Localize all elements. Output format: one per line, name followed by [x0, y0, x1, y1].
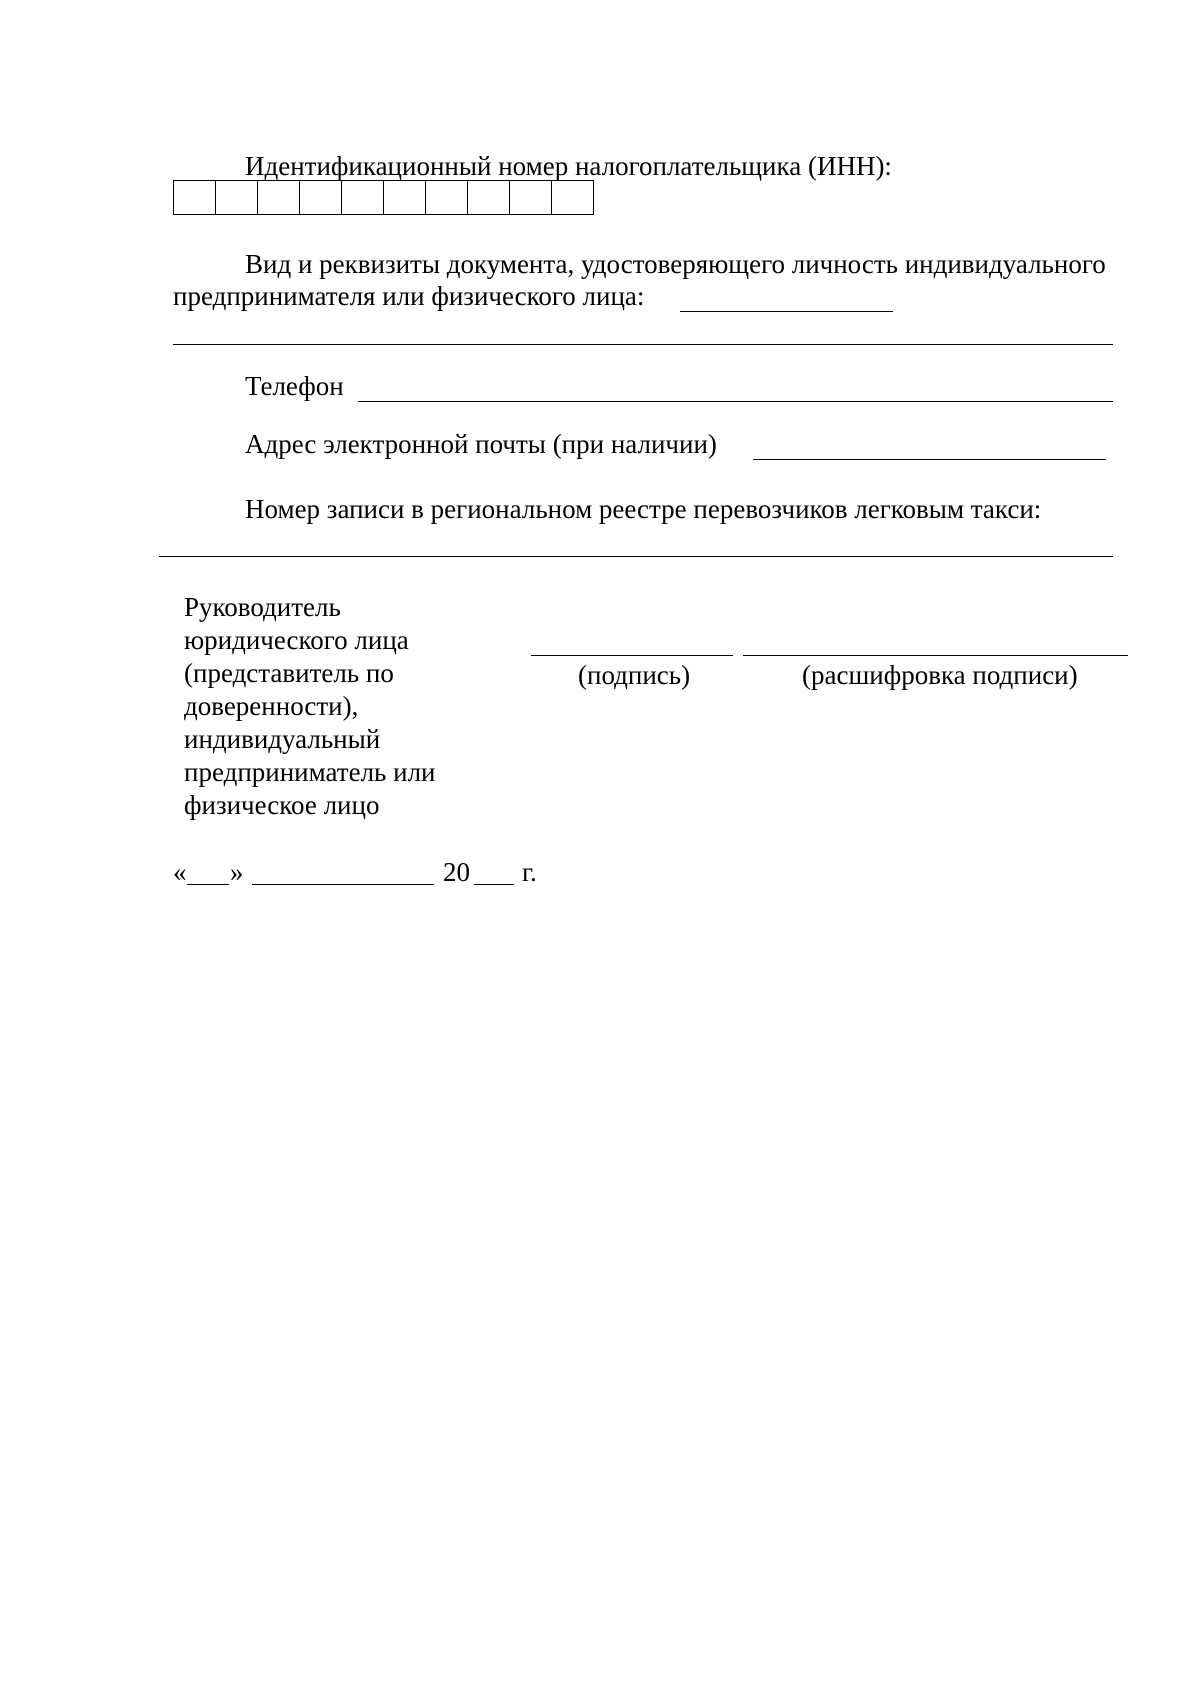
signature-field[interactable] — [531, 655, 733, 656]
email-label: Адрес электронной почты (при наличии) — [245, 429, 717, 459]
signer-title-line: юридического лица — [184, 625, 409, 655]
inn-digit-cell[interactable] — [342, 181, 384, 214]
inn-digit-cell[interactable] — [426, 181, 468, 214]
email-field[interactable] — [753, 459, 1106, 460]
inn-digit-cell[interactable] — [384, 181, 426, 214]
signer-title-line: физическое лицо — [184, 790, 380, 820]
inn-digit-cell[interactable] — [510, 181, 552, 214]
signer-title — [184, 591, 436, 822]
date-open-quote: « — [173, 857, 187, 887]
decryption-caption: (расшифровка подписи) — [802, 660, 1078, 690]
registry-label: Номер записи в региональном реестре перевозчиков легковым такси: — [245, 494, 1042, 524]
identity-document-field-full[interactable] — [173, 344, 1113, 345]
inn-input-boxes[interactable] — [173, 180, 594, 215]
phone-field[interactable] — [358, 401, 1113, 402]
signer-title-line: доверенности), — [184, 691, 359, 721]
inn-digit-cell[interactable] — [258, 181, 300, 214]
identity-document-field-short[interactable] — [680, 311, 893, 312]
date-day-field[interactable] — [187, 884, 229, 885]
inn-digit-cell[interactable] — [216, 181, 258, 214]
phone-label: Телефон — [245, 371, 344, 401]
date-year-suffix: г. — [522, 857, 537, 887]
date-close-quote: » — [230, 857, 244, 887]
signature-caption: (подпись) — [578, 660, 691, 690]
inn-digit-cell[interactable] — [552, 181, 594, 214]
identity-document-label-line1: Вид и реквизиты документа, удостоверяющего личность индивидуального — [245, 249, 1106, 279]
signer-title-line: (представитель по — [184, 658, 394, 688]
inn-label: Идентификационный номер налогоплательщика (ИНН): — [245, 151, 892, 181]
inn-digit-cell[interactable] — [468, 181, 510, 214]
inn-digit-cell[interactable] — [300, 181, 342, 214]
inn-digit-cell[interactable] — [174, 181, 216, 214]
date-year-field[interactable] — [474, 884, 514, 885]
date-month-field[interactable] — [252, 884, 434, 885]
date-year-prefix: 20 — [443, 857, 470, 887]
identity-document-label-line2: предпринимателя или физического лица: — [173, 281, 645, 311]
signer-title-line: Руководитель — [184, 592, 341, 622]
registry-field[interactable] — [159, 556, 1113, 557]
signer-title-line: предприниматель или — [184, 757, 436, 787]
signature-decryption-field[interactable] — [743, 655, 1128, 656]
signer-title-line: индивидуальный — [184, 724, 381, 754]
